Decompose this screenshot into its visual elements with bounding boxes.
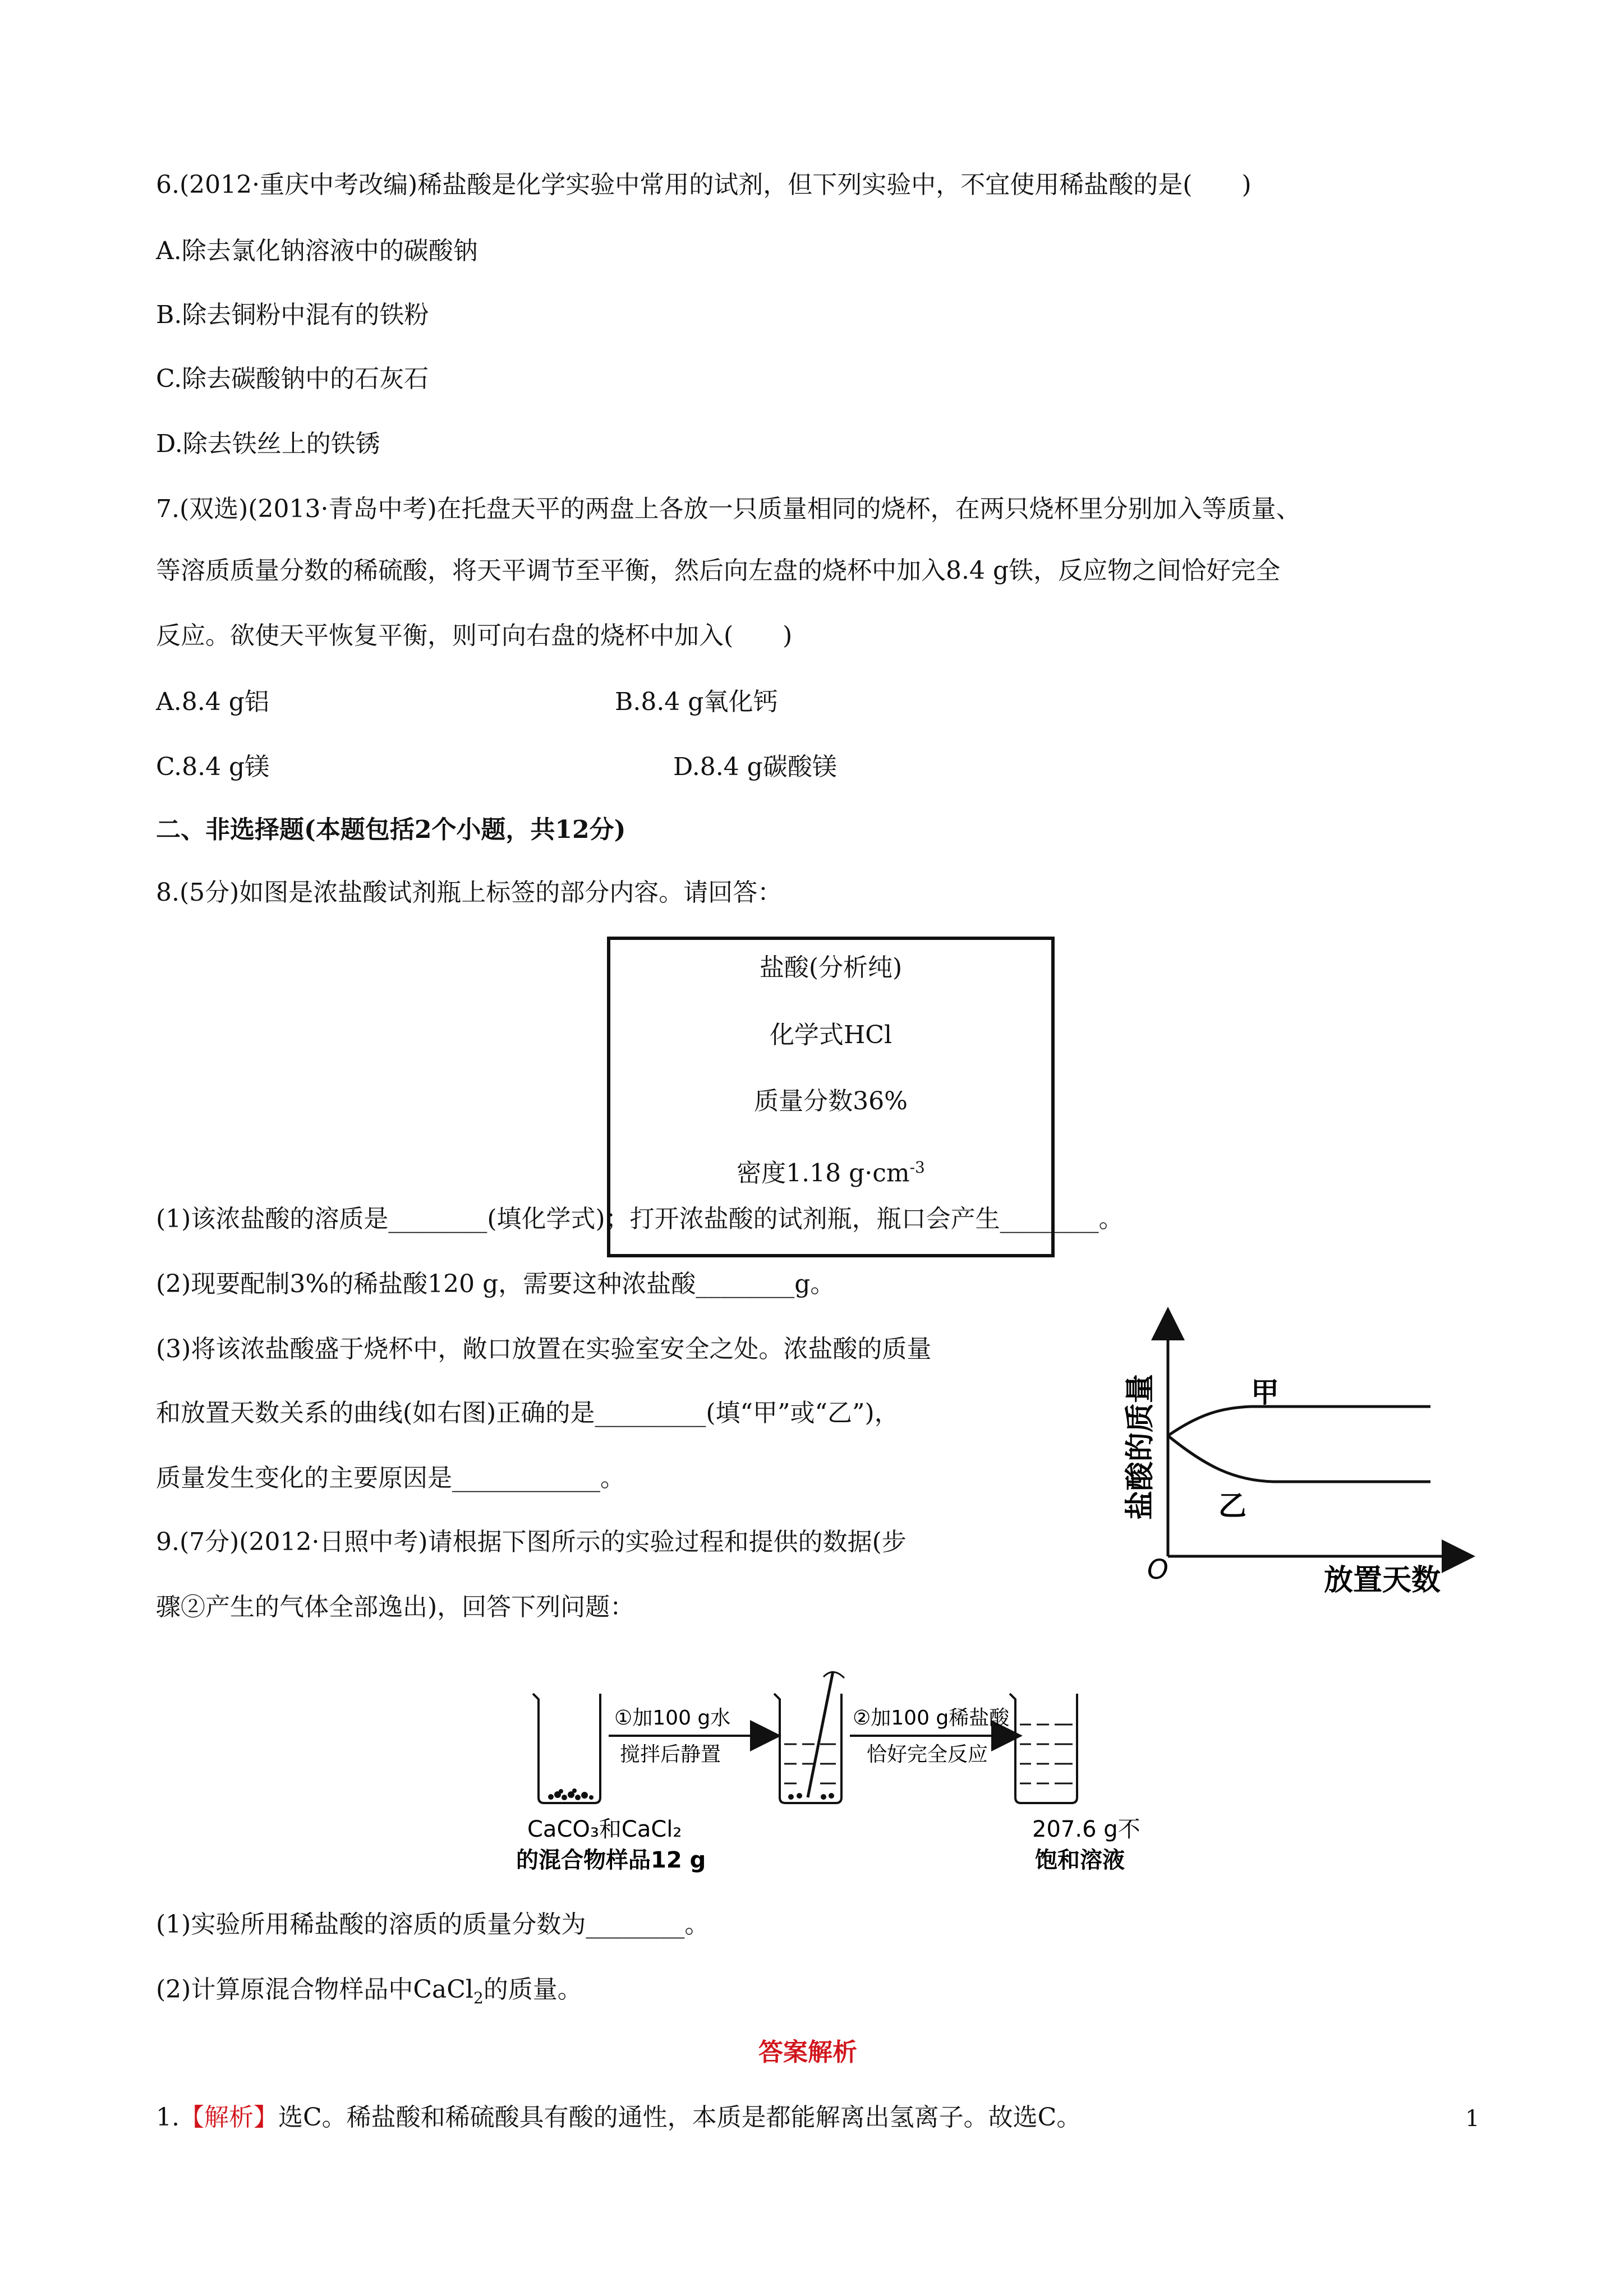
graph-curve-upper-label: 甲	[1251, 1376, 1279, 1409]
step-2-top: ②加100 g稀盐酸	[853, 1707, 1010, 1730]
graph-x-label: 放置天数	[1324, 1564, 1441, 1597]
q6-option-a: A.除去氯化钠溶液中的碳酸钠	[156, 237, 478, 265]
label-density	[610, 1151, 1051, 1191]
step-1-top: ①加100 g水	[614, 1707, 731, 1730]
graph-y-label: 盐酸的质量	[1124, 1373, 1157, 1520]
answer-1	[156, 2101, 1081, 2134]
stirring-rod	[808, 1671, 833, 1797]
q8-part-3-line-2: 和放置天数关系的曲线(如右图)正确的是_________(填“甲”或“乙”)，	[156, 1399, 899, 1427]
beaker-dissolved	[774, 1671, 844, 1803]
curve-lower	[1168, 1436, 1430, 1482]
page-number: 1	[1465, 2106, 1480, 2132]
step-1-bottom: 搅拌后静置	[620, 1743, 721, 1766]
q7-line-1: 7.(双选)(2013·青岛中考)在托盘天平的两盘上各放一只质量相同的烧杯，在两只烧杯里分别加入等质量、	[156, 495, 1301, 523]
q8-part-3-line-3: 质量发生变化的主要原因是____________。	[156, 1464, 625, 1492]
q9-part-2-pre: (2)计算原混合物样品中CaCl	[156, 1975, 473, 2004]
q7-line-2: 等溶质质量分数的稀硫酸，将天平调节至平衡，然后向左盘的烧杯中加入8.4 g铁，反应物之间恰好完全	[156, 556, 1281, 585]
q6-option-c: C.除去碳酸钠中的石灰石	[156, 365, 429, 393]
q8-part-2: (2)现要配制3%的稀盐酸120 g，需要这种浓盐酸________g。	[156, 1270, 835, 1298]
mass-vs-days-graph	[1116, 1307, 1475, 1598]
sample-label-line-2: 的混合物样品12 g	[516, 1847, 706, 1873]
q8-part-1: (1)该浓盐酸的溶质是________(填化学式)；打开浓盐酸的试剂瓶，瓶口会产生________。	[156, 1205, 1124, 1233]
answer-1-number: 1.	[156, 2103, 180, 2132]
q9-part-2	[156, 1973, 582, 2015]
curve-upper	[1168, 1407, 1430, 1436]
q8-part-3-line-1: (3)将该浓盐酸盛于烧杯中，敞口放置在实验室安全之处。浓盐酸的质量	[156, 1335, 932, 1363]
sample-label-line-1: CaCO₃和CaCl₂	[527, 1816, 682, 1842]
q9-part-2-post: 的质量。	[483, 1975, 582, 2004]
answer-1-tag: 【解析】	[179, 2103, 278, 2132]
label-mass-fraction: 质量分数36%	[754, 1087, 908, 1115]
beaker-sample	[533, 1694, 600, 1803]
section-heading: 二、非选择题(本题包括2个小题，共12分)	[156, 815, 626, 844]
graph-origin: O	[1147, 1554, 1168, 1585]
result-label-line-1: 207.6 g不	[1032, 1816, 1140, 1842]
q6-option-b: B.除去铜粉中混有的铁粉	[156, 301, 429, 329]
label-density-text: 密度1.18 g·cm	[737, 1159, 910, 1188]
result-label-line-2: 饱和溶液	[1035, 1847, 1125, 1873]
step-2-bottom: 恰好完全反应	[867, 1743, 988, 1766]
q9-part-2-sub: 2	[473, 1988, 484, 2007]
beaker-solution	[1010, 1694, 1077, 1803]
label-name: 盐酸(分析纯)	[759, 953, 903, 982]
q9-part-1: (1)实验所用稀盐酸的溶质的质量分数为________。	[156, 1910, 710, 1939]
label-density-exponent: -3	[909, 1158, 925, 1177]
q7-line-3: 反应。欲使天平恢复平衡，则可向右盘的烧杯中加入( )	[156, 621, 793, 650]
q8-stem: 8.(5分)如图是浓盐酸试剂瓶上标签的部分内容。请回答：	[156, 878, 783, 907]
q7-option-a: A.8.4 g铝	[156, 688, 269, 716]
experiment-process-diagram	[516, 1660, 1156, 1879]
answers-title: 答案解析	[758, 2038, 857, 2067]
q7-option-d: D.8.4 g碳酸镁	[673, 753, 837, 781]
graph-curve-lower-label: 乙	[1218, 1490, 1246, 1522]
q7-option-b: B.8.4 g氧化钙	[615, 688, 778, 716]
label-formula: 化学式HCl	[769, 1021, 892, 1049]
q7-option-c: C.8.4 g镁	[156, 753, 270, 781]
q6-option-d: D.除去铁丝上的铁锈	[156, 430, 380, 458]
answer-1-text: 选C。稀盐酸和稀硫酸具有酸的通性，本质是都能解离出氢离子。故选C。	[278, 2103, 1082, 2132]
q9-line-2: 骤②产生的气体全部逸出)，回答下列问题：	[156, 1593, 635, 1621]
q9-line-1: 9.(7分)(2012·日照中考)请根据下图所示的实验过程和提供的数据(步	[156, 1528, 907, 1556]
q6-stem: 6.(2012·重庆中考改编)稀盐酸是化学实验中常用的试剂，但下列实验中，不宜使用稀盐酸的是( )	[156, 170, 1252, 199]
